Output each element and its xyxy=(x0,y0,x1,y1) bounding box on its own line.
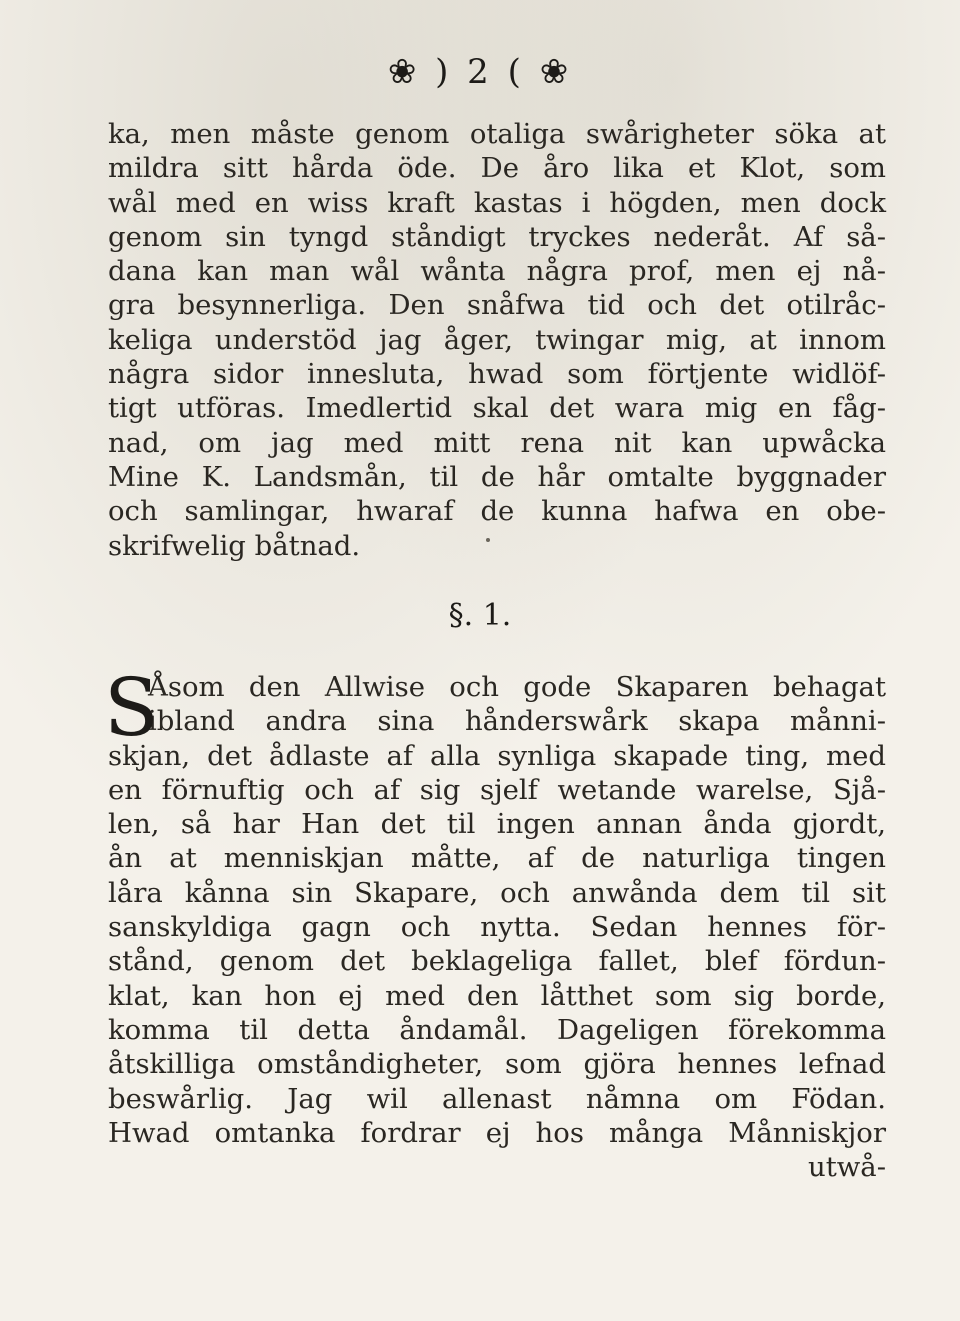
text-line: sanskyldiga gagn och nytta. Sedan hennes för- xyxy=(108,911,886,944)
text-line: gra besynnerliga. Den snåfwa tid och det otilråc- xyxy=(108,289,886,322)
text-line: beswårlig. Jag wil allenast nåmna om Födan. xyxy=(108,1082,886,1115)
text-line: skrifwelig båtnad. xyxy=(108,529,361,562)
text-line: och samlingar, hwaraf de kunna hafwa en obe- xyxy=(108,495,886,528)
text-line: ån at menniskjan måtte, af de naturliga tingen xyxy=(108,842,886,875)
section-heading: §. 1. xyxy=(448,598,512,633)
text-line: dana kan man wål wånta några prof, men ej nå- xyxy=(108,255,886,288)
text-line: åtskilliga omståndigheter, som gjöra hennes lefnad xyxy=(108,1048,886,1081)
catchword: utwå- xyxy=(808,1151,886,1184)
text-line: nad, om jag med mitt rena nit kan upwåcka xyxy=(108,426,886,459)
text-line: ka, men måste genom otaliga swårigheter söka at xyxy=(108,118,886,150)
text-line: wål med en wiss kraft kastas i högden, men dock xyxy=(108,186,886,219)
page-header-ornament: ❀ ) 2 ( ❀ xyxy=(387,52,573,92)
text-line: len, så har Han det til ingen annan ånda gjordt, xyxy=(108,808,886,841)
text-line: mildra sitt hårda öde. De åro lika et Klot, som xyxy=(108,152,886,185)
text-line: keliga understöd jag åger, twingar mig, at innom xyxy=(108,323,886,356)
drop-cap: S xyxy=(104,661,159,754)
text-line: några sidor innesluta, hwad som förtjente widlöf- xyxy=(108,358,886,391)
text-line: genom sin tyngd ståndigt tryckes nederåt. Af så- xyxy=(108,220,886,253)
text-line: stånd, genom det beklageliga fallet, blef fördun- xyxy=(108,945,886,978)
paragraph-section-1 xyxy=(104,661,886,1184)
text-line: tigt utföras. Imedlertid skal det wara mig en fåg- xyxy=(108,392,886,425)
paragraph-intro xyxy=(108,117,886,563)
text-line: låra kånna sin Skapare, och anwånda dem til sit xyxy=(108,876,886,909)
text-line: skjan, det ådlaste af alla synliga skapade ting, med xyxy=(108,739,886,772)
text-line: komma til detta åndamål. Dageligen förekomma xyxy=(108,1013,886,1046)
ink-speck xyxy=(486,538,490,542)
text-line: klat, kan hon ej med den låtthet som sig borde, xyxy=(108,979,886,1012)
text-line: ibland andra sina hånderswårk skapa månni- xyxy=(148,705,886,738)
text-line: Åsom den Allwise och gode Skaparen behagat xyxy=(148,671,886,703)
text-line: Mine K. Landsmån, til de hår omtalte byggnader xyxy=(108,460,886,493)
text-line: en förnuftig och af sig sjelf wetande warelse, Sjå- xyxy=(108,773,886,806)
text-line: Hwad omtanka fordrar ej hos många Månniskjor xyxy=(108,1116,886,1149)
